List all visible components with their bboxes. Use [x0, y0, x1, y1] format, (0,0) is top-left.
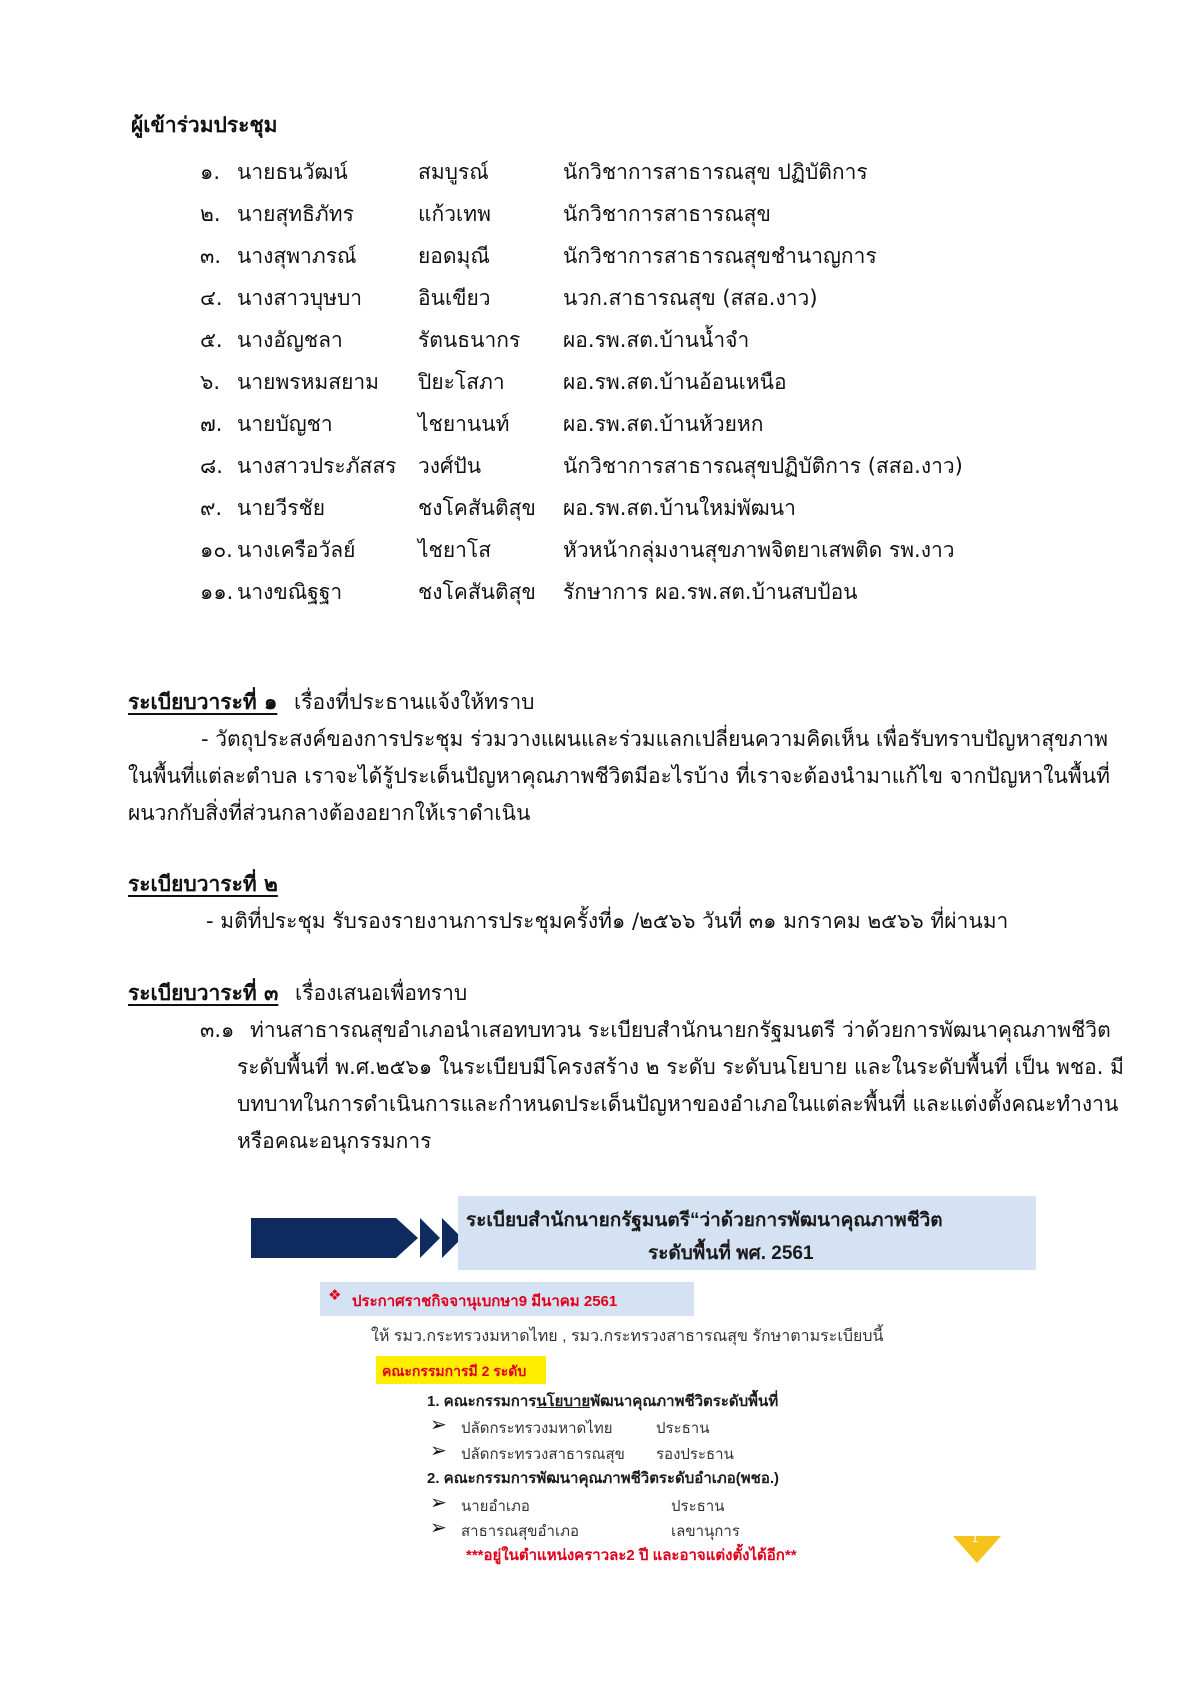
agenda3-heading: ระเบียบวาระที่ ๓: [128, 981, 279, 1005]
regulation-slide: [248, 1196, 1038, 1572]
attendee-number: ๔.: [200, 286, 223, 310]
attendee-surname: ปิยะโสภา: [418, 370, 505, 394]
committee2-heading: 2. คณะกรรมการพัฒนาคุณภาพชีวิตระดับอำเภอ(พชอ.): [427, 1470, 780, 1487]
attendee-row: [0, 282, 1190, 320]
agenda1-subject: เรื่องที่ประธานแจ้งให้ทราบ: [294, 690, 535, 714]
page-badge-number: 1: [972, 1533, 979, 1545]
attendee-surname: ชงโคสันติสุข: [418, 496, 536, 520]
attendee-number: ๑๑.: [200, 580, 234, 604]
chevron-right-icon: [396, 1218, 418, 1258]
attendee-row: [0, 576, 1190, 614]
slide-title-line2: ระดับพื้นที่ พศ. 2561: [648, 1243, 814, 1264]
attendee-number: ๘.: [200, 454, 223, 478]
attendee-surname: ชงโคสันติสุข: [418, 580, 536, 604]
chevron-right-icon: [420, 1218, 440, 1258]
attendee-name: นายสุทธิภัทร: [237, 202, 354, 226]
attendee-name: นายบัญชา: [237, 412, 333, 436]
attendee-position: นักวิชาการสาธารณสุขชำนาญการ: [563, 244, 877, 268]
attendee-name: นายพรหมสยาม: [237, 370, 380, 394]
attendee-row: [0, 156, 1190, 194]
committee1-underlined: นโยบาย: [536, 1393, 591, 1410]
attendee-position: นักวิชาการสาธารณสุขปฏิบัติการ (สสอ.งาว): [563, 454, 963, 478]
attendee-number: ๒.: [200, 202, 221, 226]
attendee-number: ๑.: [200, 160, 221, 184]
committee1-member-role: ประธาน: [656, 1420, 710, 1437]
arrow-bullet-icon: ➢: [430, 1517, 447, 1539]
attendee-surname: ไชยานนท์: [418, 412, 510, 436]
agenda2-heading: ระเบียบวาระที่ ๒: [128, 872, 278, 896]
levels-text: คณะกรรมการมี 2 ระดับ: [382, 1363, 527, 1379]
attendee-name: นางสาวประภัสสร: [237, 454, 397, 478]
attendee-number: ๓.: [200, 244, 222, 268]
committee1-heading: [427, 1389, 778, 1413]
attendee-surname: อินเขียว: [418, 286, 491, 310]
agenda1-heading-line: [128, 688, 534, 716]
attendee-position: ผอ.รพ.สต.บ้านใหม่พัฒนา: [563, 496, 796, 520]
attendee-position: ผอ.รพ.สต.บ้านอ้อนเหนือ: [563, 370, 787, 394]
attendee-position: นักวิชาการสาธารณสุข ปฏิบัติการ: [563, 160, 868, 184]
attendee-surname: สมบูรณ์: [418, 160, 489, 184]
term-note: ***อยู่ในตำแหน่งคราวละ2 ปี และอาจแต่งตั้งได้อีก**: [466, 1547, 797, 1564]
attendee-name: นายธนวัฒน์: [237, 160, 348, 184]
attendee-surname: วงศ์ปัน: [418, 454, 482, 478]
arrow-bullet-icon: ➢: [430, 1440, 447, 1462]
agenda3-line2: ระดับพื้นที่ พ.ศ.๒๕๖๑ ในระเบียบมีโครงสร้าง ๒ ระดับ ระดับนโยบาย และในระดับพื้นที่ เป็น พชอ. มี: [237, 1055, 1124, 1079]
agenda3-heading-line: [128, 979, 467, 1007]
agenda1-heading: ระเบียบวาระที่ ๑: [128, 690, 278, 714]
diamond-bullet-icon: ❖: [328, 1287, 342, 1304]
committee1-suffix: พัฒนาคุณภาพชีวิตระดับพื้นที่: [590, 1393, 779, 1410]
committee2-member-role: ประธาน: [671, 1498, 725, 1515]
agenda2-line1: - มติที่ประชุม รับรองรายงานการประชุมครั้งที่๑ /๒๕๖๖ วันที่ ๓๑ มกราคม ๒๕๖๖ ที่ผ่านมา: [206, 909, 1009, 933]
attendee-row: [0, 366, 1190, 404]
attendee-row: [0, 492, 1190, 530]
attendee-row: [0, 240, 1190, 278]
committee1-prefix: 1. คณะกรรมการ: [427, 1393, 537, 1410]
attendee-surname: ยอดมุณี: [418, 244, 490, 268]
attendee-surname: ไชยาโส: [418, 538, 492, 562]
agenda3-item-number: ๓.๑: [200, 1018, 235, 1042]
committee1-member-name: ปลัดกระทรวงมหาดไทย: [461, 1420, 613, 1437]
assign-text: ให้ รมว.กระทรวงมหาดไทย , รมว.กระทรวงสาธารณสุข รักษาตามระเบียบนี้: [371, 1328, 884, 1345]
attendee-name: นางเครือวัลย์: [237, 538, 356, 562]
attendee-name: นางอัญชลา: [237, 328, 343, 352]
attendee-name: นางสาวบุษบา: [237, 286, 363, 310]
attendees-heading: ผู้เข้าร่วมประชุม: [131, 113, 278, 137]
attendee-number: ๑๐.: [200, 538, 233, 562]
agenda3-subject: เรื่องเสนอเพื่อทราบ: [295, 981, 468, 1005]
agenda3-line1: ท่านสาธารณสุขอำเภอนำเสอทบทวน ระเบียบสำนักนายกรัฐมนตรี ว่าด้วยการพัฒนาคุณภาพชีวิต: [250, 1018, 1111, 1042]
attendee-row: [0, 324, 1190, 362]
attendee-number: ๗.: [200, 412, 223, 436]
committee2-member-name: สาธารณสุขอำเภอ: [461, 1523, 579, 1540]
slide-title-line1: ระเบียบสำนักนายกรัฐมนตรี“ว่าด้วยการพัฒนาคุณภาพชีวิต: [466, 1210, 943, 1231]
attendee-row: [0, 534, 1190, 572]
agenda1-line1: - วัตถุประสงค์ของการประชุม ร่วมวางแผนและร่วมแลกเปลี่ยนความคิดเห็น เพื่อรับทราบปัญหาสุขภาพ: [201, 727, 1108, 751]
attendee-row: [0, 408, 1190, 446]
committee2-member-name: นายอำเภอ: [461, 1498, 530, 1515]
attendee-position: ผอ.รพ.สต.บ้านห้วยหก: [563, 412, 764, 436]
attendee-name: นายวีรชัย: [237, 496, 326, 520]
committee2-member-role: เลขานุการ: [671, 1523, 740, 1540]
committee1-member-name: ปลัดกระทรวงสาธารณสุข: [461, 1446, 625, 1463]
attendee-number: ๕.: [200, 328, 223, 352]
arrow-bullet-icon: ➢: [430, 1414, 447, 1436]
attendee-position: นวก.สาธารณสุข (สสอ.งาว): [563, 286, 818, 310]
committee1-member-role: รองประธาน: [656, 1446, 734, 1463]
agenda1-line2: ในพื้นที่แต่ละตำบล เราจะได้รู้ประเด็นปัญหาคุณภาพชีวิตมีอะไรบ้าง ที่เราจะต้องนำมาแก้ไข จากปัญหาในพื้นที่: [128, 764, 1110, 788]
attendee-row: [0, 198, 1190, 236]
gazette-text: ประกาศราชกิจจานุเบกษา9 มีนาคม 2561: [352, 1293, 618, 1310]
agenda3-line4: หรือคณะอนุกรรมการ: [237, 1129, 432, 1153]
attendee-position: รักษาการ ผอ.รพ.สต.บ้านสบป้อน: [563, 580, 858, 604]
attendee-number: ๖.: [200, 370, 221, 394]
attendee-row: [0, 450, 1190, 488]
attendee-name: นางขณิฐฐา: [237, 580, 343, 604]
agenda1-line3: ผนวกกับสิ่งที่ส่วนกลางต้องอยากให้เราดำเนิน: [128, 801, 531, 825]
attendee-position: หัวหน้ากลุ่มงานสุขภาพจิตยาเสพติด รพ.งาว: [563, 538, 955, 562]
attendee-position: นักวิชาการสาธารณสุข: [563, 202, 771, 226]
attendee-surname: รัตนธนากร: [418, 328, 521, 352]
agenda3-line3: บทบาทในการดำเนินการและกำหนดประเด็นปัญหาของอำเภอในแต่ละพื้นที่ และแต่งตั้งคณะทำงาน: [237, 1092, 1119, 1116]
arrow-bullet-icon: ➢: [430, 1492, 447, 1514]
attendee-surname: แก้วเทพ: [418, 202, 491, 226]
slide-banner-bar: [251, 1218, 396, 1258]
attendee-number: ๙.: [200, 496, 223, 520]
attendee-position: ผอ.รพ.สต.บ้านน้ำจำ: [563, 328, 750, 352]
attendee-name: นางสุพาภรณ์: [237, 244, 357, 268]
